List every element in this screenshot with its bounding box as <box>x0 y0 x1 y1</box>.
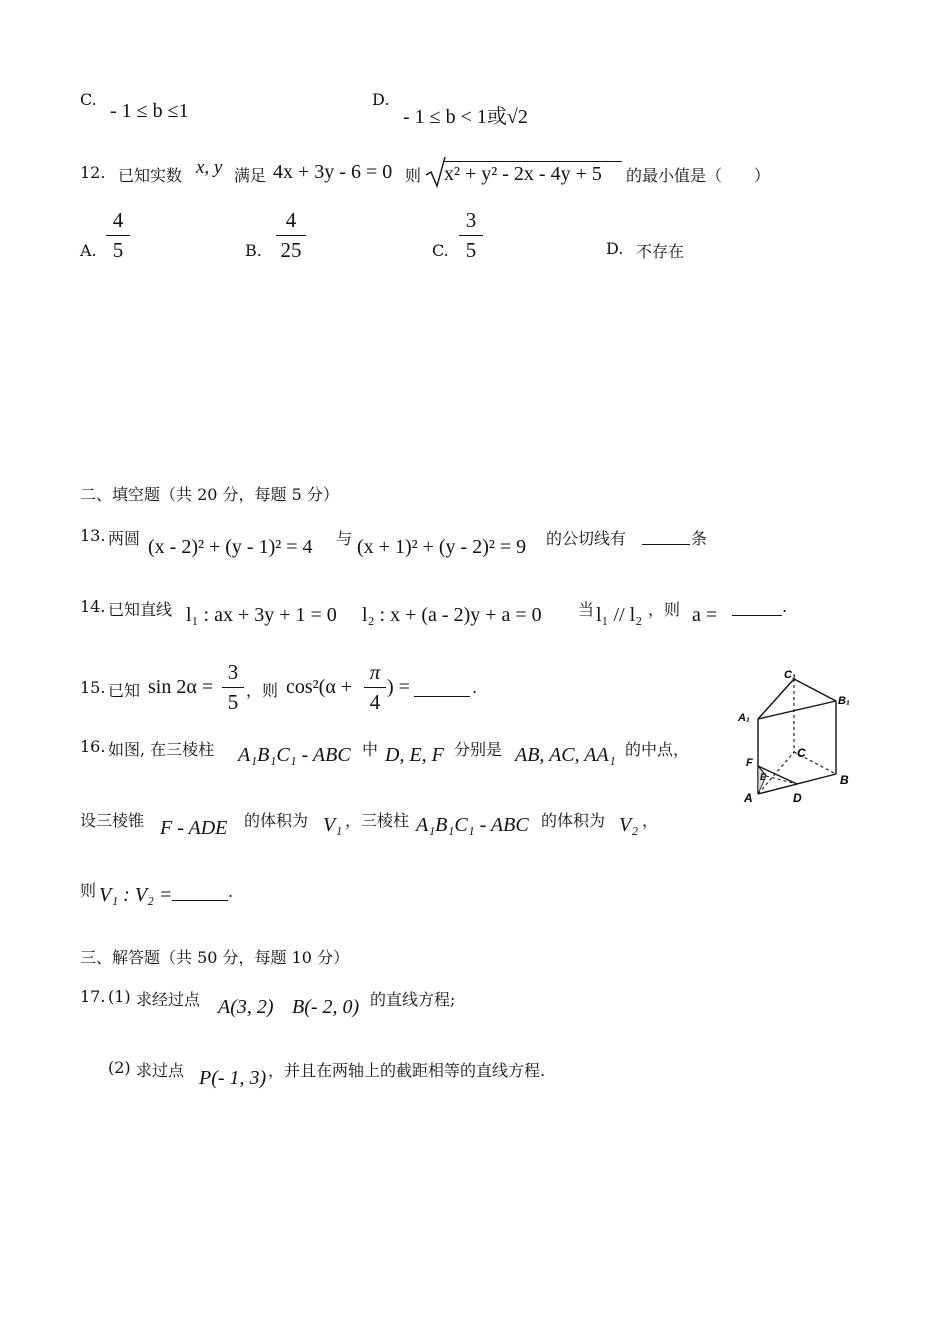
label-b: B <box>840 773 849 787</box>
q16-segments: AB, AC, AA₁ <box>515 744 616 766</box>
q16-pyramid: F - ADE <box>160 817 228 839</box>
q13-number: 13. <box>80 526 106 545</box>
q12-option-d-text: 不存在 <box>636 242 685 261</box>
q16-answer-blank: . <box>172 882 233 901</box>
q17-part2-label: (2) <box>108 1058 131 1077</box>
q15-number: 15. <box>80 678 106 697</box>
edge-c1-b1 <box>794 679 836 701</box>
q13-answer-blank <box>642 526 690 545</box>
label-b1: B₁ <box>838 695 850 707</box>
q17-point-b: B(- 2, 0) <box>292 996 360 1018</box>
q12-option-a-num: 4 <box>112 208 124 232</box>
q15-ask-rhs: ) = <box>387 676 410 698</box>
q12-option-a-fraction <box>106 208 130 263</box>
q16-text-9: 则 <box>80 881 97 900</box>
q12-text-3: 则 <box>405 166 422 185</box>
q16-text-1: 如图, 在三棱柱 <box>108 740 215 759</box>
q16-number: 16. <box>80 737 106 756</box>
q17-point-a: A(3, 2) <box>218 996 274 1018</box>
q16-prism-2: A₁B₁C₁ - ABC <box>416 814 529 836</box>
q14-answer: a = <box>692 604 718 626</box>
q13-text-4: 条 <box>691 529 708 548</box>
q15-ask-den: 4 <box>369 690 381 714</box>
q12-text-1: 已知实数 <box>118 166 183 185</box>
q12-option-a-label: A. <box>80 241 97 260</box>
q14-line-1: l₁ : ax + 3y + 1 = 0 <box>186 604 337 626</box>
q15-ask-fraction <box>364 660 386 715</box>
q15-ask-num: π <box>369 660 381 684</box>
q12-radicand: x² + y² - 2x - 4y + 5 <box>444 161 622 186</box>
q16-text-6: 的体积为 <box>244 811 309 830</box>
q16-points: D, E, F <box>385 744 444 766</box>
label-c1: C₁ <box>784 669 796 681</box>
q17-part1-label: (1) <box>108 987 131 1006</box>
section-2-heading: 二、填空题（共 20 分，每题 5 分） <box>80 485 339 504</box>
q16-text-7: ，三棱柱 <box>345 811 410 830</box>
q16-prism: A₁B₁C₁ - ABC <box>238 744 351 766</box>
q15-answer-blank <box>414 678 470 697</box>
q13-text-1: 两圆 <box>108 529 141 548</box>
q12-vars: x, y <box>196 157 223 178</box>
q12-option-b-num: 4 <box>285 208 297 232</box>
q14-answer-blank: . <box>732 597 787 616</box>
q15-ask-lhs: cos²(α + <box>286 676 353 698</box>
q16-ratio: V₁ : V₂ = <box>99 884 173 906</box>
q15-text-2: ，则 <box>246 681 279 700</box>
q17-part2-text-1: 求过点 <box>136 1061 185 1080</box>
q12-text-4: 的最小值是（ ） <box>626 166 771 185</box>
q14-number: 14. <box>80 597 106 616</box>
q12-option-b-den: 25 <box>280 238 302 262</box>
q12-option-c-fraction <box>459 208 483 263</box>
q16-text-3: 分别是 <box>454 740 503 759</box>
q13-text-2: 与 <box>336 529 353 548</box>
q12-option-b-fraction <box>276 208 306 263</box>
q12-option-c-label: C. <box>432 241 449 260</box>
q15-given-fraction <box>222 660 244 715</box>
q16-text-5: 设三棱锥 <box>80 811 145 830</box>
label-f: F <box>746 757 753 769</box>
q13-circle-2: (x + 1)² + (y - 2)² = 9 <box>357 536 527 558</box>
q11-option-c-label: C. <box>80 90 97 109</box>
q12-number: 12. <box>80 163 106 182</box>
q16-text-8: 的体积为 <box>541 811 606 830</box>
q16-v1: V₁ <box>323 814 343 836</box>
q12-condition: 4x + 3y - 6 = 0 <box>273 161 393 183</box>
section-3-heading: 三、解答题（共 50 分，每题 10 分） <box>80 948 350 967</box>
q11-option-d-expr: - 1 ≤ b < 1或√2 <box>403 106 528 128</box>
q12-option-d-label: D. <box>606 239 624 258</box>
edge-a1-c1 <box>758 679 794 719</box>
q12-option-c-num: 3 <box>465 208 477 232</box>
label-d: D <box>793 791 802 805</box>
q14-parallel: l₁ // l₂ <box>596 604 643 626</box>
label-a1: A₁ <box>738 712 750 724</box>
q15-given-lhs: sin 2α = <box>148 676 214 698</box>
q12-option-c-den: 5 <box>465 238 477 262</box>
q12-option-a-den: 5 <box>112 238 124 262</box>
q12-text-2: 满足 <box>234 166 267 185</box>
q15-given-num: 3 <box>227 660 239 684</box>
q14-text-3: ，则 <box>648 600 681 619</box>
q11-option-d-label: D. <box>372 90 390 109</box>
q17-number: 17. <box>80 987 106 1006</box>
radical-sign-icon <box>424 155 446 189</box>
q13-circle-1: (x - 2)² + (y - 1)² = 4 <box>148 536 313 558</box>
label-c: C <box>797 746 806 760</box>
q17-part2-text-2: ，并且在两轴上的截距相等的直线方程. <box>268 1061 546 1080</box>
q14-text-2: 当 <box>578 600 595 619</box>
q12-option-b-label: B. <box>245 241 262 260</box>
q17-part1-text-1: 求经过点 <box>136 990 201 1009</box>
q14-line-2: l₂ : x + (a - 2)y + a = 0 <box>362 604 542 626</box>
q13-text-3: 的公切线有 <box>546 529 627 548</box>
q16-text-4: 的中点， <box>625 740 690 759</box>
q14-text-1: 已知直线 <box>108 600 173 619</box>
label-e: E <box>760 772 767 782</box>
q17-part1-text-2: 的直线方程; <box>370 990 456 1009</box>
q15-period: . <box>472 678 478 697</box>
edge-a1-b1 <box>758 701 836 719</box>
q16-v2: V₂ <box>619 814 639 836</box>
q15-text-1: 已知 <box>108 681 141 700</box>
prism-figure <box>736 664 872 812</box>
label-a: A <box>744 791 753 805</box>
q16-text-2: 中 <box>362 740 379 759</box>
q17-point-p: P(- 1, 3) <box>199 1067 267 1089</box>
q15-given-den: 5 <box>227 690 239 714</box>
q16-comma: ， <box>642 811 659 830</box>
q11-option-c-expr: - 1 ≤ b ≤1 <box>110 100 189 122</box>
